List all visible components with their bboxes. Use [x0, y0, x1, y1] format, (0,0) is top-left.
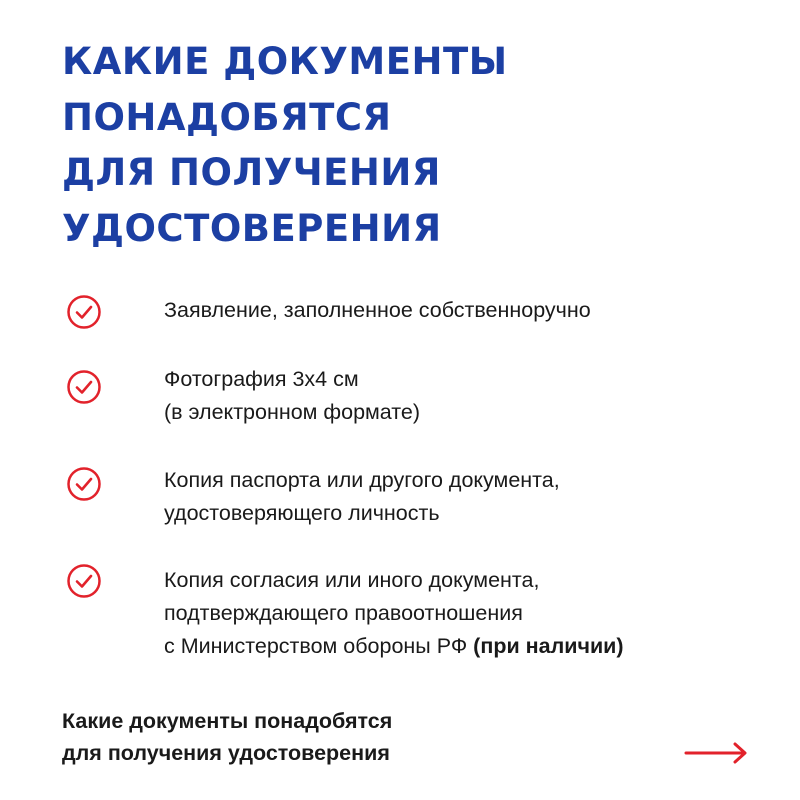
item-text — [164, 564, 624, 663]
item-line: Копия паспорта или другого документа, — [164, 468, 560, 492]
arrow-right-icon[interactable] — [684, 741, 750, 765]
item-line: удостоверяющего личность — [164, 501, 440, 525]
item-line-text: с Министерством обороны РФ — [164, 634, 468, 658]
page-title — [62, 34, 508, 256]
footer-caption — [62, 705, 392, 769]
item-line: Фотография 3х4 см — [164, 367, 359, 391]
check-circle-icon — [65, 562, 103, 600]
title-line: УДОСТОВЕРЕНИЯ — [62, 206, 442, 250]
item-text — [164, 464, 560, 530]
title-line: ПОНАДОБЯТСЯ — [62, 95, 392, 139]
footer-line: для получения удостоверения — [62, 741, 390, 765]
item-line: Заявление, заполненное собственноручно — [164, 298, 591, 322]
item-text — [164, 363, 420, 429]
check-circle-icon — [65, 293, 103, 331]
check-circle-icon — [65, 465, 103, 503]
item-line — [164, 630, 624, 663]
title-line: ДЛЯ ПОЛУЧЕНИЯ — [62, 151, 441, 194]
item-note: (при наличии) — [473, 634, 624, 658]
item-line: Копия согласия или иного документа, — [164, 568, 540, 592]
footer-line: Какие документы понадобятся — [62, 709, 393, 733]
item-text — [164, 294, 591, 327]
title-line: КАКИЕ ДОКУМЕНТЫ — [62, 40, 508, 83]
item-line: подтверждающего правоотношения — [164, 601, 523, 625]
item-line: (в электронном формате) — [164, 400, 421, 424]
check-circle-icon — [65, 368, 103, 406]
